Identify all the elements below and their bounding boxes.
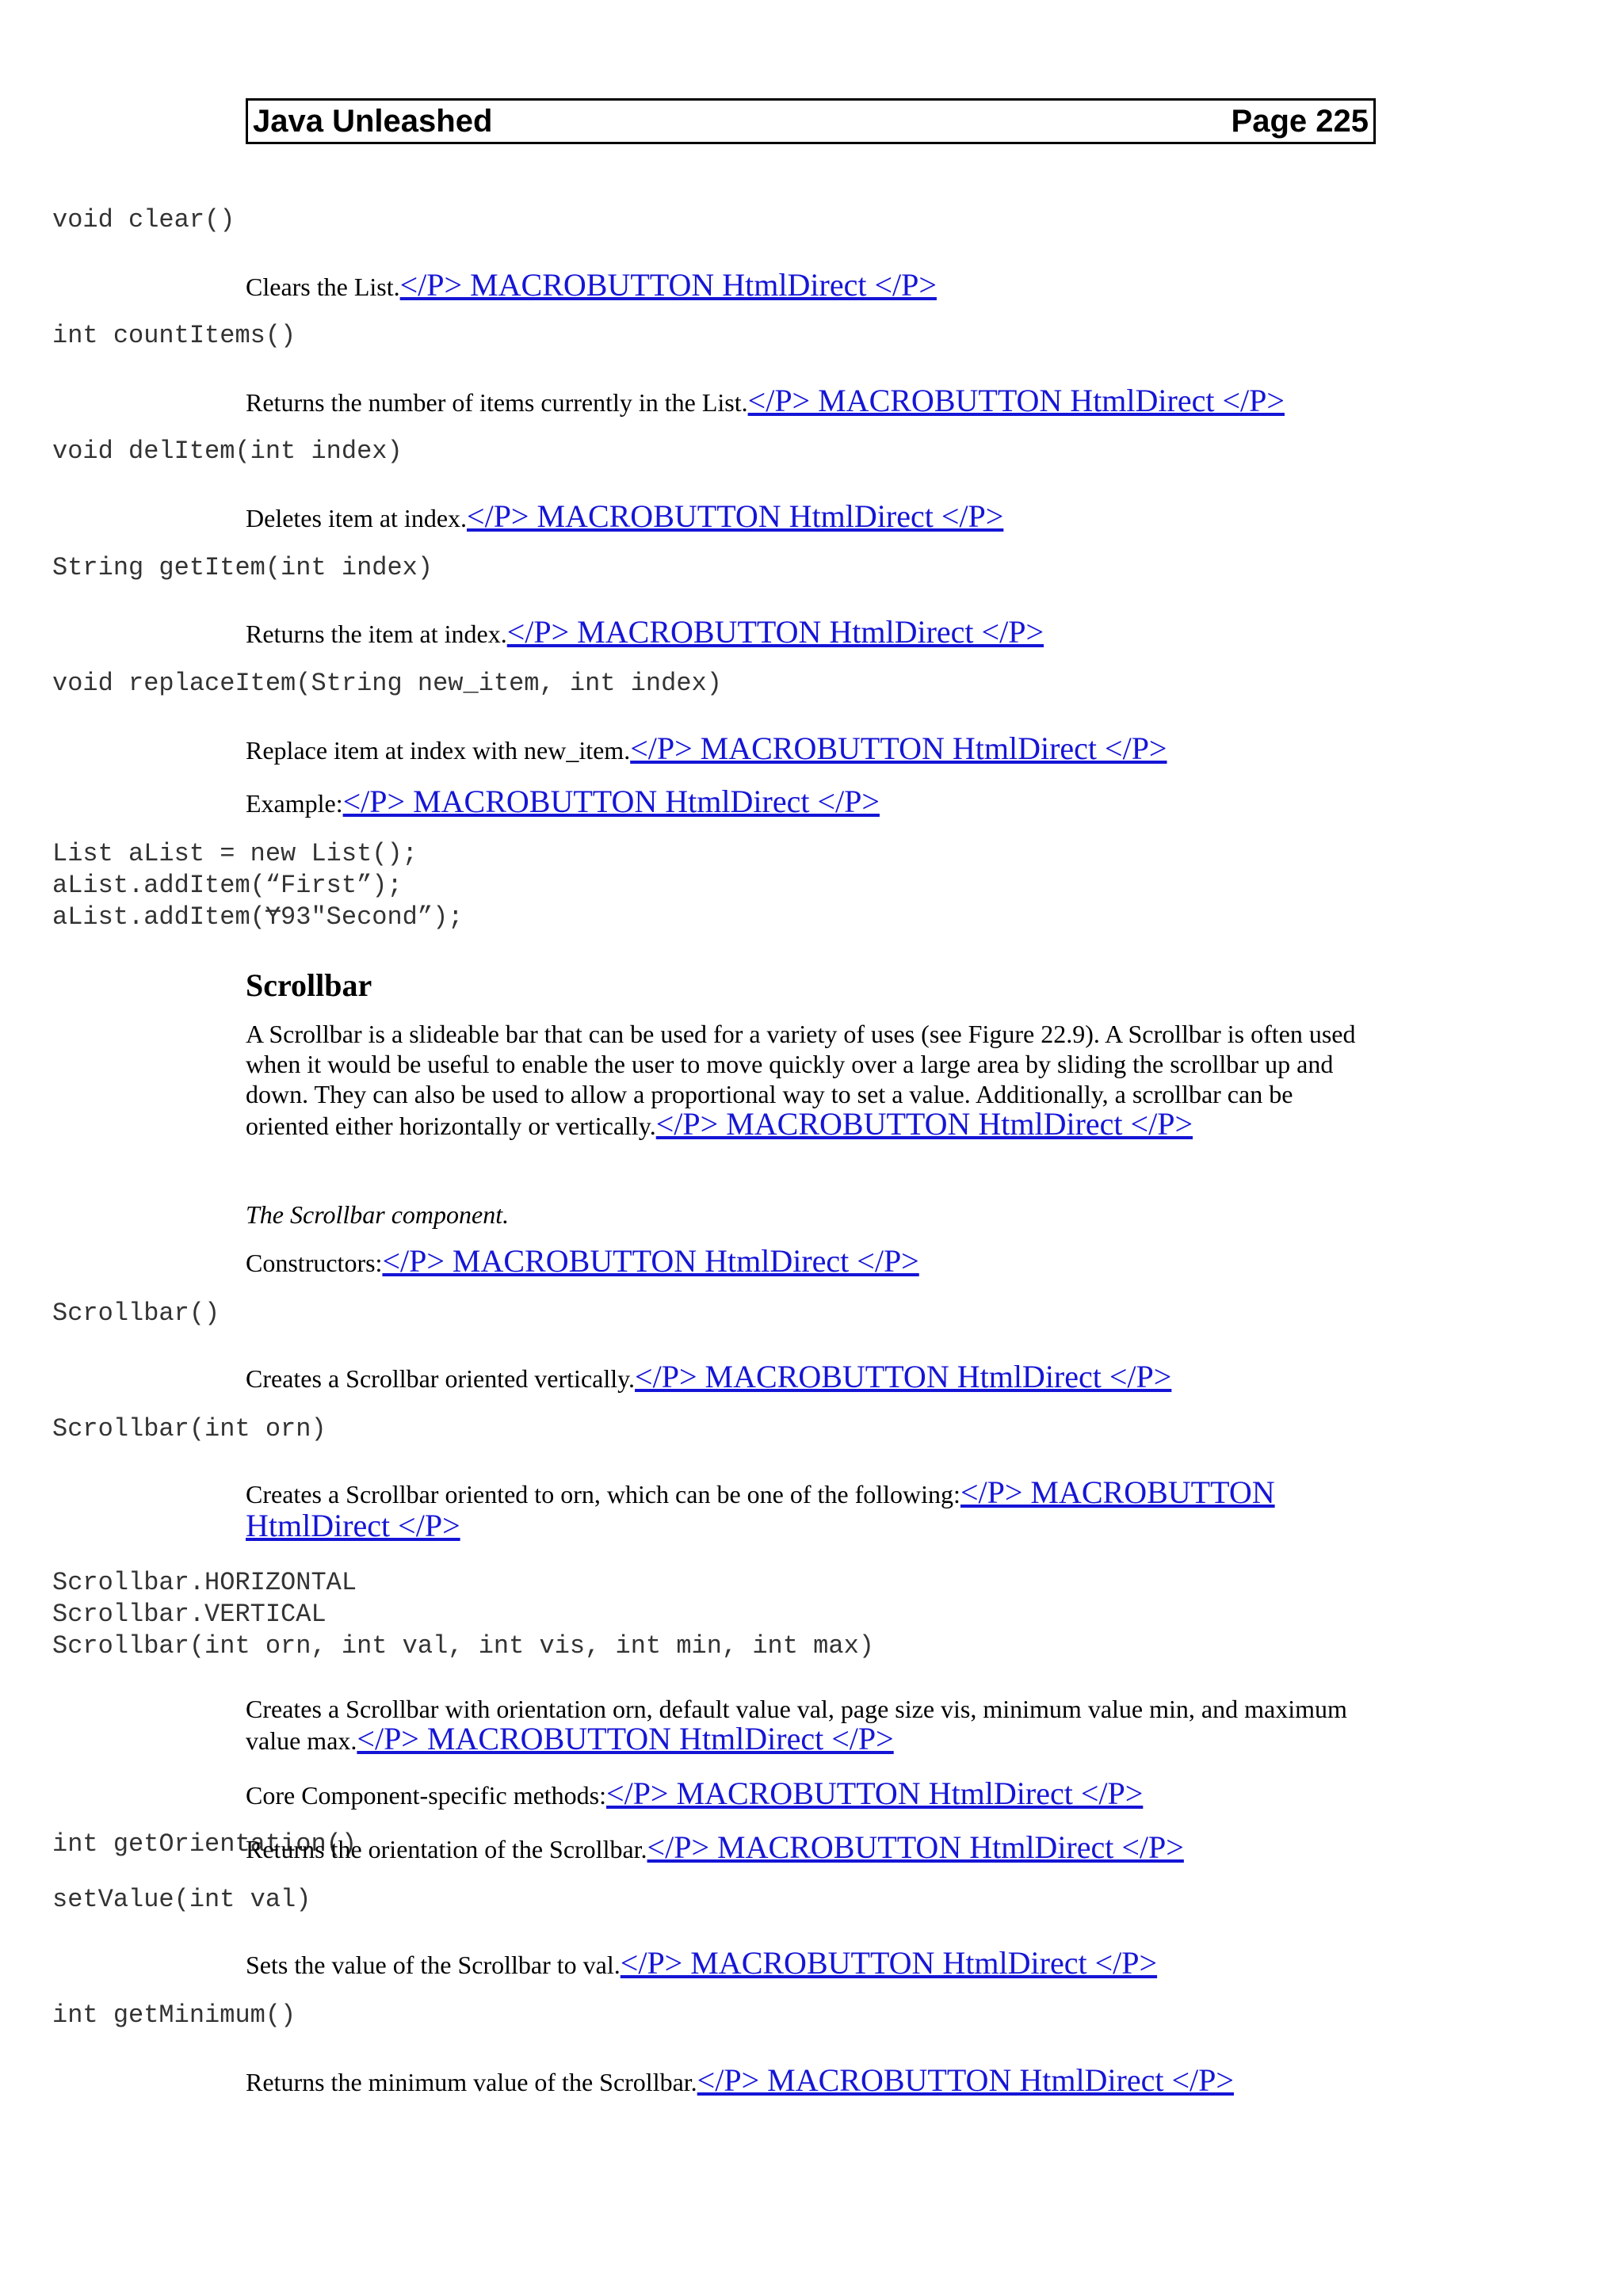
desc-text: Creates a Scrollbar oriented vertically. <box>246 1364 636 1393</box>
macrobutton-link[interactable]: </P> MACROBUTTON HtmlDirect </P> <box>697 2062 1234 2098</box>
scrollbar-intro <box>246 1019 1379 1141</box>
desc-m1 <box>246 1829 1379 1865</box>
desc-delitem <box>246 498 1379 534</box>
macrobutton-link[interactable]: </P> MACROBUTTON HtmlDirect </P> <box>620 1945 1158 1981</box>
desc-text: Creates a Scrollbar with orientation orn, default value val, page size vis, minimum value min, and maximum value max. <box>246 1695 1347 1755</box>
example-code: List aList = new List(); aList.addItem(“First”); aList.addItem(Ɏ93"Second”); <box>52 839 464 932</box>
desc-m3 <box>246 2062 1379 2098</box>
book-title: Java Unleashed <box>253 104 493 139</box>
desc-text: Returns the number of items currently in the List. <box>246 388 748 417</box>
example-text: Example: <box>246 789 343 818</box>
macrobutton-link[interactable]: </P> MACROBUTTON HtmlDirect </P> <box>246 1474 1275 1543</box>
macrobutton-link[interactable]: </P> MACROBUTTON HtmlDirect </P> <box>647 1829 1184 1865</box>
code-ctor1: Scrollbar() <box>52 1299 220 1328</box>
desc-ctor3 <box>246 1694 1379 1756</box>
code-clear: void clear() <box>52 205 235 235</box>
macrobutton-link[interactable]: </P> MACROBUTTON HtmlDirect </P> <box>342 784 880 819</box>
intro-text: A Scrollbar is a slideable bar that can be used for a variety of uses (see Figure 22.9). A Scrollbar is often used when it would be useful to enable the user to move quickly over a large area by sliding the scrollbar up and down. They can also be used to allow a proportional way to set a value. Additionally, a scrollbar can be oriented either horizontally or vertically. <box>246 1020 1356 1140</box>
macrobutton-link[interactable]: </P> MACROBUTTON HtmlDirect </P> <box>467 498 1004 534</box>
code-ctor2: Scrollbar(int orn) <box>52 1414 327 1444</box>
code-m2: setValue(int val) <box>52 1885 311 1914</box>
desc-ctor1 <box>246 1361 1379 1394</box>
page-header <box>246 98 1376 144</box>
code-replaceitem: void replaceItem(String new_item, int index) <box>52 669 722 698</box>
desc-replaceitem <box>246 730 1379 766</box>
macrobutton-link[interactable]: </P> MACROBUTTON HtmlDirect </P> <box>747 383 1285 418</box>
code-countitems: int countItems() <box>52 321 296 350</box>
desc-text: Returns the item at index. <box>246 620 507 648</box>
desc-text: Clears the List. <box>246 273 400 301</box>
desc-text: Returns the minimum value of the Scrollbar. <box>246 2068 697 2096</box>
code-delitem: void delItem(int index) <box>52 437 403 466</box>
desc-text: Deletes item at index. <box>246 504 468 532</box>
label-text: Constructors: <box>246 1249 383 1277</box>
macrobutton-link[interactable]: </P> MACROBUTTON HtmlDirect </P> <box>357 1721 894 1756</box>
section-heading: Scrollbar <box>246 967 372 1003</box>
desc-text: Replace item at index with new_item. <box>246 736 631 765</box>
constructors-label <box>246 1245 1379 1279</box>
macrobutton-link[interactable]: </P> MACROBUTTON HtmlDirect </P> <box>399 267 937 303</box>
desc-getitem <box>246 616 1379 650</box>
page-number: Page 225 <box>1231 104 1369 139</box>
desc-ctor2 <box>246 1474 1371 1543</box>
desc-m2 <box>246 1947 1379 1981</box>
desc-clear <box>246 269 1379 303</box>
desc-text: Creates a Scrollbar oriented to orn, which can be one of the following: <box>246 1480 960 1508</box>
macrobutton-link[interactable]: </P> MACROBUTTON HtmlDirect </P> <box>655 1106 1193 1142</box>
code-m3: int getMinimum() <box>52 2000 296 2030</box>
macrobutton-link[interactable]: </P> MACROBUTTON HtmlDirect </P> <box>506 614 1044 650</box>
desc-countitems <box>246 385 1379 418</box>
desc-text: Returns the orientation of the Scrollbar. <box>246 1835 647 1863</box>
macrobutton-link[interactable]: </P> MACROBUTTON HtmlDirect </P> <box>635 1359 1172 1394</box>
code-getitem: String getItem(int index) <box>52 553 433 582</box>
label-text: Core Component-specific methods: <box>246 1781 607 1810</box>
figure-caption: The Scrollbar component. <box>246 1200 510 1229</box>
code-ctor3: Scrollbar.HORIZONTAL Scrollbar.VERTICAL Scrollbar(int orn, int val, int vis, int min, int max) <box>52 1568 874 1661</box>
macrobutton-link[interactable]: </P> MACROBUTTON HtmlDirect </P> <box>606 1775 1144 1811</box>
macrobutton-link[interactable]: </P> MACROBUTTON HtmlDirect </P> <box>630 730 1167 766</box>
code-m1: int getOrientation() <box>52 1829 357 1859</box>
methods-label <box>246 1775 1379 1811</box>
example-label <box>246 786 1379 819</box>
macrobutton-link[interactable]: </P> MACROBUTTON HtmlDirect </P> <box>382 1243 919 1279</box>
desc-text: Sets the value of the Scrollbar to val. <box>246 1951 621 1979</box>
